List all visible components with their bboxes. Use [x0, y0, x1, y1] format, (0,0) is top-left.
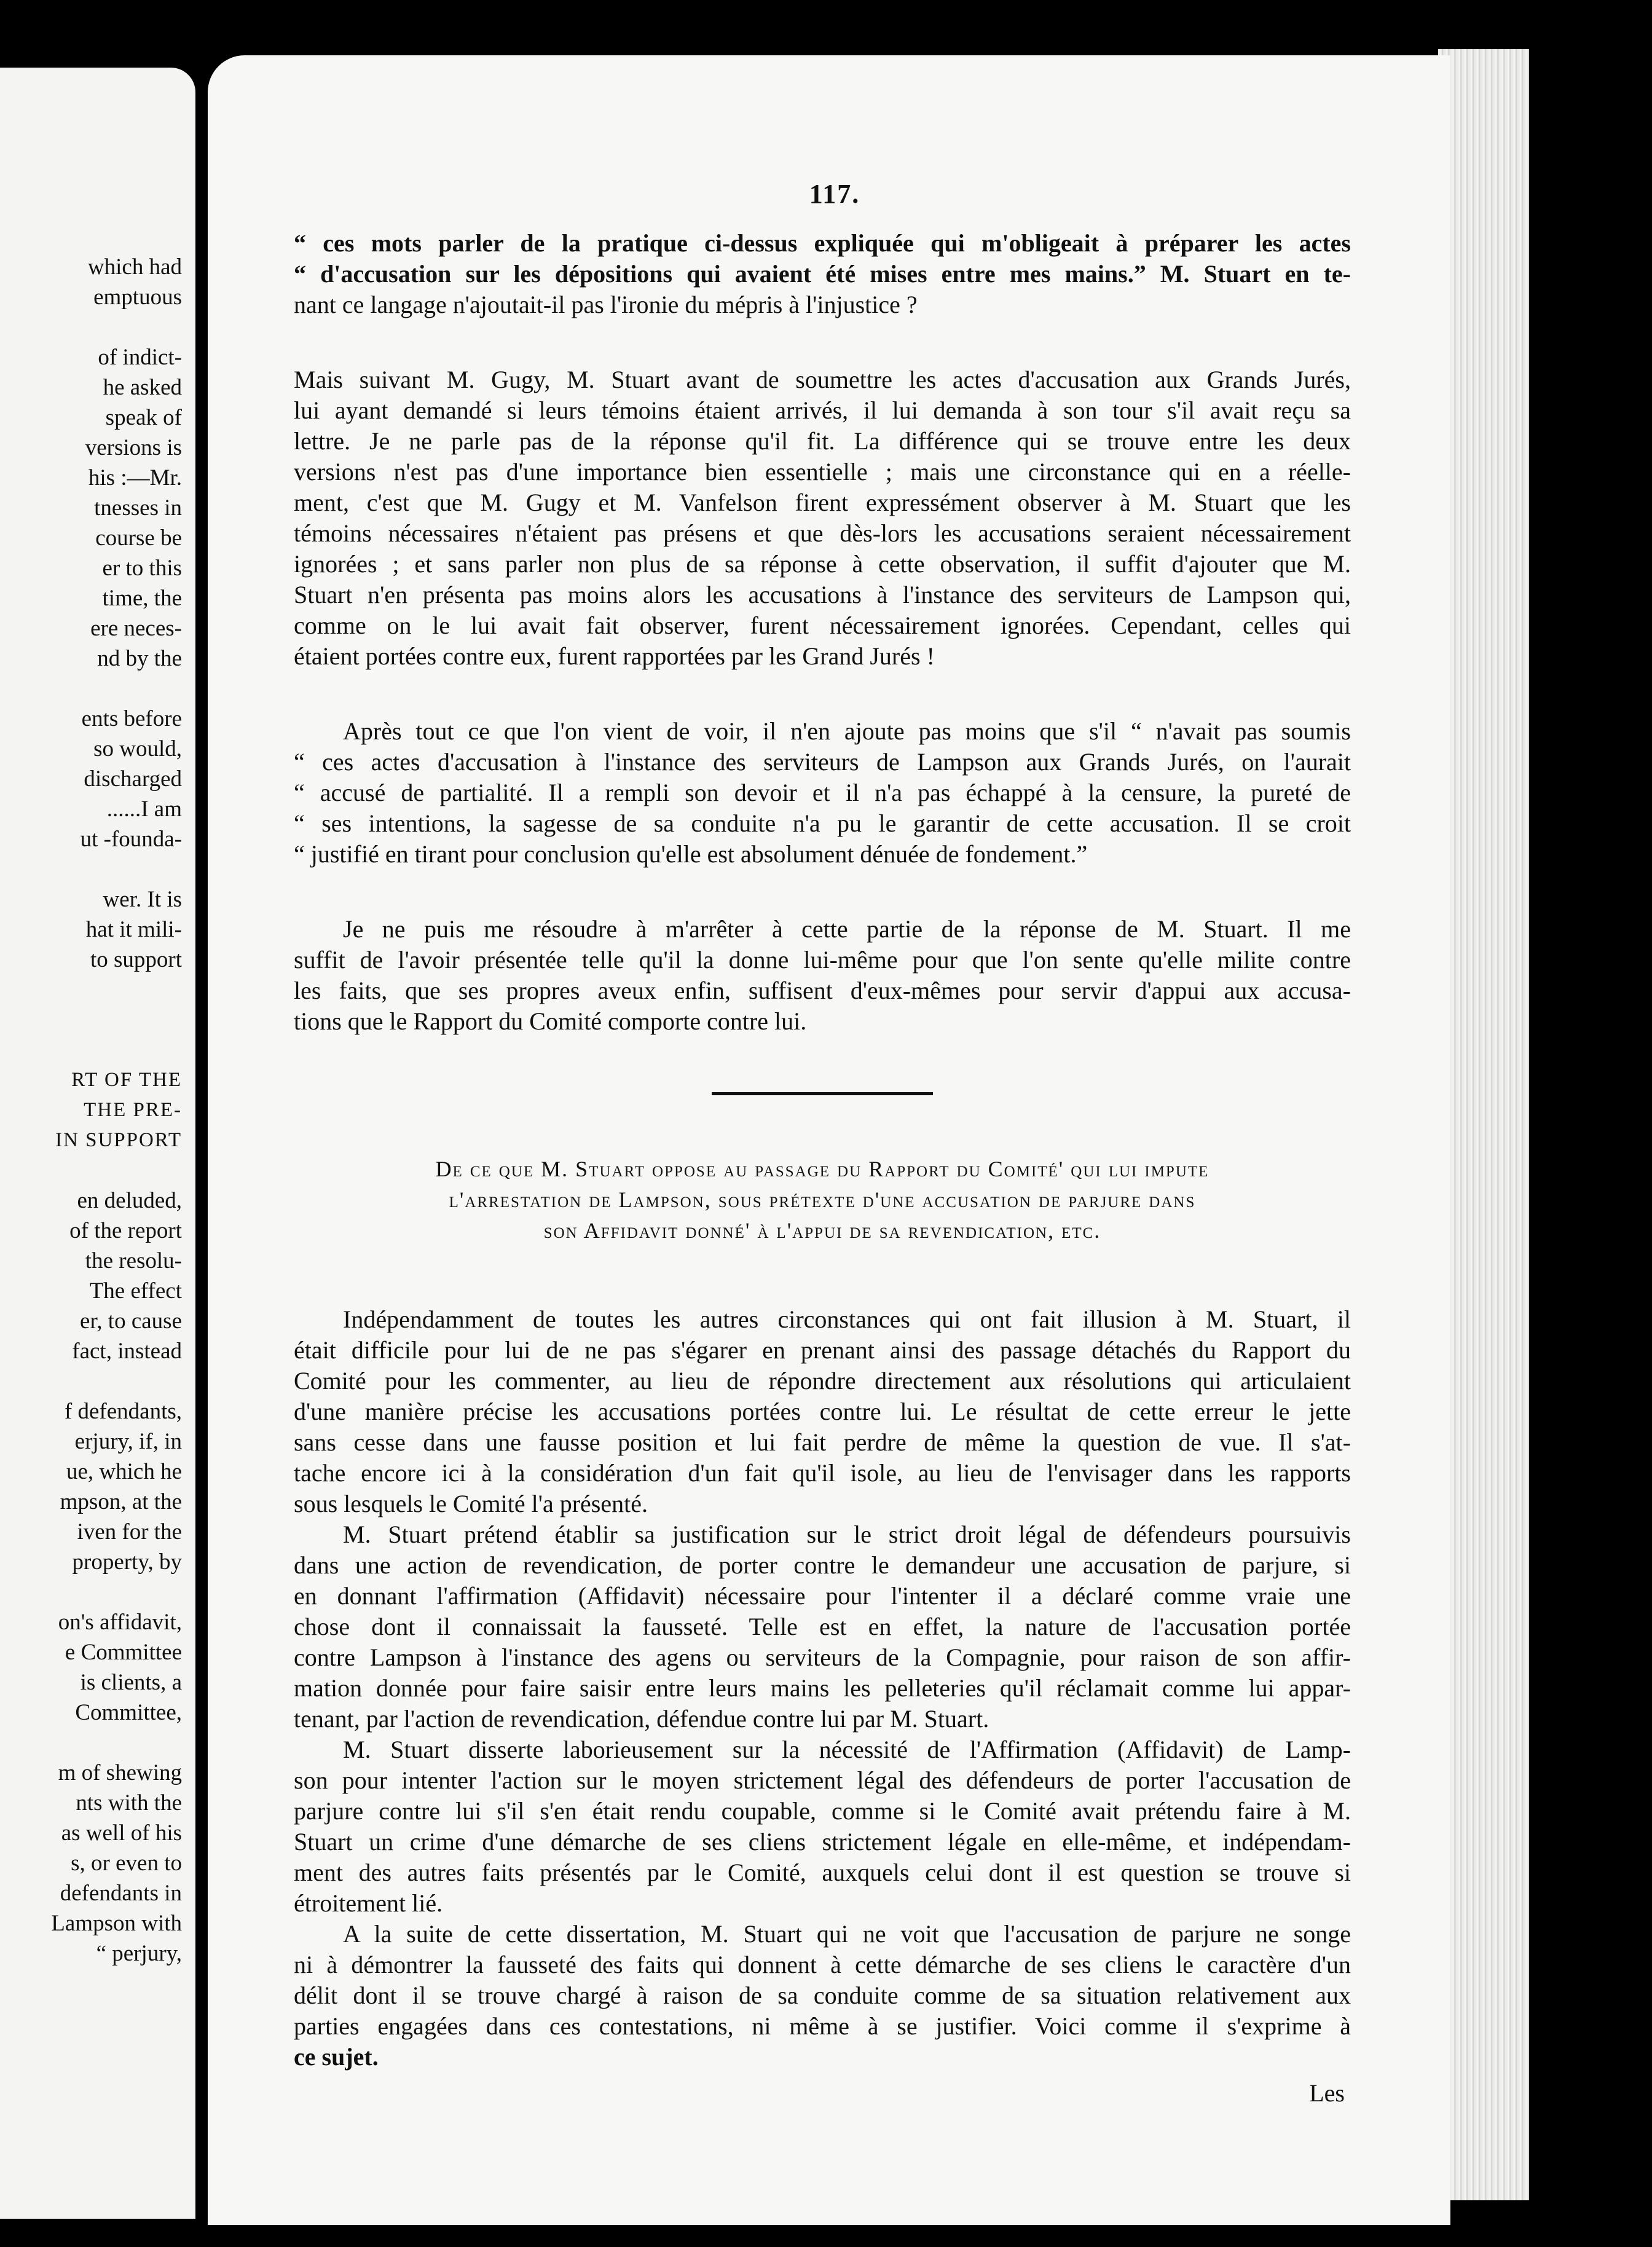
text-line: Après tout ce que l'on vient de voir, il n'en ajoute pas moins que s'il “ n'avait pas soumis: [343, 717, 1351, 745]
fragment-line: his :—Mr.: [88, 465, 182, 490]
text-line: sous lesquels le Comité l'a présenté.: [294, 1490, 648, 1517]
fragment-line: of indict-: [98, 345, 182, 370]
text-line: Mais suivant M. Gugy, M. Stuart avant de soumettre les actes d'accusation aux Grands Jurés,: [294, 366, 1351, 393]
text-line: Comité pour les commenter, au lieu de répondre directement aux résolutions qui articulaient: [294, 1367, 1351, 1395]
fragment-line: ents before: [81, 706, 182, 731]
text-line: A la suite de cette dissertation, M. Stuart qui ne voit que l'accusation de parjure ne songe: [343, 1920, 1351, 1948]
text-line: dans une action de revendication, de porter contre le demandeur une accusation de parjure, si: [294, 1551, 1351, 1579]
text-line: “ ces actes d'accusation à l'instance des serviteurs de Lampson aux Grands Jurés, on l'aurait: [294, 748, 1351, 776]
text-line: parties engagées dans ces contestations, ni même à se justifier. Voici comme il s'exprime à: [294, 2012, 1351, 2040]
fragment-line: THE PRE-: [84, 1099, 182, 1121]
fragment-line: hat it mili-: [85, 917, 182, 942]
fragment-line: tnesses in: [94, 495, 182, 521]
fragment-line: which had: [87, 254, 182, 280]
fragment-line: fact, instead: [72, 1339, 182, 1364]
section-divider: [712, 1092, 933, 1095]
fragment-line: mpson, at the: [60, 1489, 182, 1514]
fragment-line: [0, 854, 182, 884]
text-line: délit dont il se trouve chargé à raison de sa conduite comme de sa situation relativement aux: [294, 1981, 1351, 2009]
text-line: versions n'est pas d'une importance bien essentielle ; mais une circonstance qui en a réelle-: [294, 458, 1351, 486]
catchword: Les: [1309, 2079, 1345, 2107]
paragraph-gugy-version: [294, 364, 1351, 672]
previous-page-text: [0, 252, 182, 1969]
fragment-line: [0, 1005, 182, 1035]
text-line: sans cesse dans une fausse position et lui fait perdre de même la question de vue. Il s'at-: [294, 1428, 1351, 1456]
fragment-line: [0, 975, 182, 1005]
fragment-line: so would,: [93, 736, 182, 761]
fragment-line: er, to cause: [80, 1308, 182, 1334]
fragment-line: is clients, a: [80, 1670, 182, 1695]
paragraph-stuart-claim: [294, 716, 1351, 870]
text-line: d'une manière précise les accusations portées contre lui. Le résultat de cette erreur le jette: [294, 1398, 1351, 1425]
text-line: “ ces mots parler de la pratique ci-dessus expliquée qui m'obligeait à préparer les actes: [294, 229, 1351, 257]
paragraph-author-response: [294, 914, 1351, 1037]
text-line: ment des autres faits présentés par le Comité, auxquels celui dont il est question se trouve si: [294, 1859, 1351, 1886]
text-line: tions que le Rapport du Comité comporte contre lui.: [294, 1007, 807, 1035]
text-line: en donnant l'affirmation (Affidavit) nécessaire pour l'intenter il a déclaré comme vraie une: [294, 1582, 1351, 1610]
text-line: tache encore ici à la considération d'un fait qu'il isole, au lieu de l'envisager dans les rapports: [294, 1459, 1351, 1487]
text-line: ignorées ; et sans parler non plus de sa réponse à cette observation, il suffit d'ajouter que M.: [294, 550, 1351, 578]
fragment-line: e Committee: [65, 1640, 182, 1665]
text-line: témoins nécessaires n'étaient pas présens et que dès-lors les accusations seraient nécessairement: [294, 519, 1351, 547]
text-line: étroitement lié.: [294, 1889, 443, 1917]
page-number: 117.: [809, 179, 860, 209]
document-page: [208, 55, 1450, 2225]
fragment-line: versions is: [85, 435, 182, 460]
text-line: “ accusé de partialité. Il a rempli son devoir et il n'a pas échappé à la censure, la pureté de: [294, 779, 1351, 806]
text-line: nant ce langage n'ajoutait-il pas l'ironie du mépris à l'injustice ?: [294, 291, 918, 318]
text-line: comme on le lui avait fait observer, furent nécessairement ignorées. Cependant, celles qui: [294, 612, 1351, 639]
fragment-line: The effect: [89, 1278, 182, 1304]
fragment-line: m of shewing: [58, 1760, 182, 1785]
fragment-line: [0, 1728, 182, 1758]
page-edge: [1438, 49, 1529, 2200]
fragment-line: property, by: [72, 1549, 182, 1575]
fragment-line: nts with the: [76, 1790, 182, 1816]
text-line: “ ses intentions, la sagesse de sa conduite n'a pu le garantir de cette accusation. Il se croit: [294, 809, 1351, 837]
fragment-line: [0, 1366, 182, 1396]
text-line: suffit de l'avoir présentée telle qu'il la donne lui-même pour que l'on sente qu'elle milite contre: [294, 946, 1351, 974]
page-content: [294, 178, 1351, 2107]
fragment-line: IN SUPPORT: [55, 1129, 182, 1151]
text-line: contre Lampson à l'instance des agens ou serviteurs de la Compagnie, pour raison de son affir-: [294, 1643, 1351, 1671]
fragment-line: [0, 1155, 182, 1186]
text-line: lui ayant demandé si leurs témoins étaient arrivés, il lui demanda à son tour s'il avait reçu sa: [294, 396, 1351, 424]
fragment-line: en deluded,: [77, 1188, 182, 1213]
fragment-line: RT OF THE: [71, 1069, 182, 1091]
text-line: Stuart n'en présenta pas moins alors les accusations à l'instance des serviteurs de Lampson qui,: [294, 581, 1351, 608]
text-line: étaient portées contre eux, furent rapportées par les Grand Jurés !: [294, 642, 935, 670]
fragment-line: iven for the: [77, 1519, 182, 1545]
paragraph-dissertation: [294, 1919, 1351, 2072]
fragment-line: Committee,: [75, 1700, 182, 1725]
fragment-line: emptuous: [93, 285, 182, 310]
fragment-line: er to this: [102, 556, 182, 581]
text-line: M. Stuart disserte laborieusement sur la nécessité de l'Affirmation (Affidavit) de Lamp-: [343, 1736, 1351, 1763]
text-line: Indépendamment de toutes les autres circonstances qui ont fait illusion à M. Stuart, il: [343, 1305, 1351, 1333]
fragment-line: ut -founda-: [80, 827, 182, 852]
text-line: Stuart un crime d'une démarche de ses cliens strictement légale en elle-même, et indépendam-: [294, 1828, 1351, 1855]
fragment-line: [0, 674, 182, 704]
fragment-line: to support: [90, 947, 182, 972]
fragment-line: ere neces-: [90, 616, 182, 641]
text-line: les faits, que ses propres aveux enfin, suffisent d'eux-mêmes pour servir d'appui aux accusa-: [294, 977, 1351, 1004]
text-line: son pour intenter l'action sur le moyen strictement légal des défendeurs de porter l'accusation de: [294, 1766, 1351, 1794]
fragment-line: time, the: [102, 586, 182, 611]
text-line: mation donnée pour faire saisir entre leurs mains les pelleteries qu'il réclamait comme lui appar-: [294, 1674, 1351, 1702]
previous-page-fragment: [0, 68, 195, 2219]
fragment-line: f defendants,: [64, 1399, 182, 1424]
fragment-line: [0, 1577, 182, 1607]
text-line: “ d'accusation sur les dépositions qui avaient été mises entre mes mains.” M. Stuart en te-: [294, 260, 1351, 288]
fragment-line: [0, 1035, 182, 1065]
paragraph-independently: [294, 1304, 1351, 1519]
fragment-line: the resolu-: [85, 1248, 182, 1273]
fragment-line: ......I am: [106, 797, 182, 822]
fragment-line: he asked: [103, 375, 182, 400]
fragment-line: nd by the: [97, 646, 182, 671]
text-line: ce sujet.: [294, 2043, 379, 2071]
paragraph-affidavit: [294, 1734, 1351, 1919]
fragment-line: speak of: [105, 405, 182, 430]
fragment-line: course be: [95, 525, 182, 551]
fragment-line: of the report: [69, 1218, 182, 1243]
fragment-line: “ perjury,: [96, 1941, 182, 1966]
heading-line: l'arrestation de Lampson, sous prétexte d'une accusation de parjure dans: [449, 1187, 1196, 1212]
heading-line: De ce que M. Stuart oppose au passage du Rapport du Comité' qui lui impute: [435, 1157, 1210, 1181]
text-line: était difficile pour lui de ne pas s'égarer en prenant ainsi des passage détachés du Rapport du: [294, 1336, 1351, 1364]
heading-line: son Affidavit donné' à l'appui de sa revendication, etc.: [543, 1218, 1101, 1243]
text-line: ment, c'est que M. Gugy et M. Vanfelson firent expressément observer à M. Stuart que les: [294, 489, 1351, 516]
text-line: ni à démontrer la fausseté des faits qui donnent à cette démarche de ses cliens le caractère d'un: [294, 1951, 1351, 1978]
paragraph-justification: [294, 1519, 1351, 1734]
fragment-line: as well of his: [61, 1820, 182, 1846]
section-heading: [294, 1154, 1351, 1246]
fragment-line: Lampson with: [51, 1911, 182, 1936]
fragment-line: s, or even to: [71, 1851, 182, 1876]
fragment-line: [0, 312, 182, 342]
fragment-line: on's affidavit,: [58, 1610, 182, 1635]
text-line: chose dont il connaissait la fausseté. Telle est en effet, la nature de l'accusation portée: [294, 1613, 1351, 1640]
text-line: “ justifié en tirant pour conclusion qu'elle est absolument dénuée de fondement.”: [294, 840, 1088, 868]
fragment-line: defendants in: [60, 1881, 182, 1906]
text-line: parjure contre lui s'il s'en était rendu coupable, comme si le Comité avait prétendu faire à M.: [294, 1797, 1351, 1825]
fragment-line: ue, which he: [66, 1459, 182, 1484]
fragment-line: wer. It is: [103, 887, 182, 912]
text-line: Je ne puis me résoudre à m'arrêter à cette partie de la réponse de M. Stuart. Il me: [343, 915, 1351, 943]
text-line: tenant, par l'action de revendication, défendue contre lui par M. Stuart.: [294, 1705, 989, 1733]
text-line: lettre. Je ne parle pas de la réponse qu'il fit. La différence qui se trouve entre les deux: [294, 427, 1351, 455]
fragment-line: erjury, if, in: [74, 1429, 182, 1454]
text-line: M. Stuart prétend établir sa justification sur le strict droit légal de défendeurs poursuivis: [343, 1521, 1351, 1548]
paragraph-quote-continuation: [294, 228, 1351, 320]
fragment-line: discharged: [84, 766, 182, 792]
